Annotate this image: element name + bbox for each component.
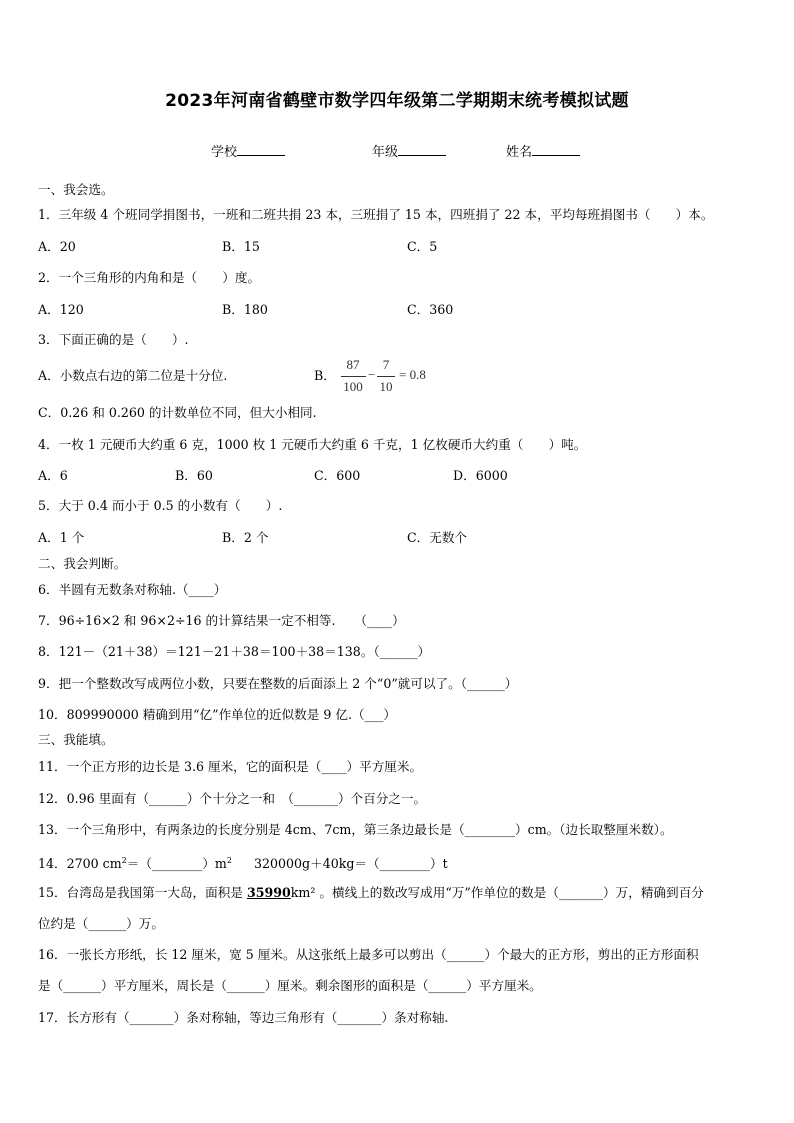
q14-superscript-2: 2 xyxy=(226,856,232,865)
q5-option-c: C．无数个 xyxy=(407,530,468,545)
question-2: 2．一个三角形的内角和是（ ）度。 xyxy=(38,270,261,285)
q14-part2: ＝（________）m xyxy=(126,856,227,872)
q15-text-a: 15．台湾岛是我国第一大岛，面积是 xyxy=(38,885,247,900)
q4-option-d: D．6000 xyxy=(453,468,508,483)
name-blank[interactable] xyxy=(532,143,580,156)
q4-option-a: A．6 xyxy=(38,468,68,483)
question-4: 4．一枚 1 元硬币大约重 6 克，1000 枚 1 元硬币大约重 6 千克，1 亿枚硬币大约重（ ）吨。 xyxy=(38,437,587,452)
fraction-numerator: 87 xyxy=(346,357,360,372)
question-13: 13．一个三角形中，有两条边的长度分别是 4cm、7cm，第三条边最长是（________）cm。（边长取整厘米数）。 xyxy=(38,822,673,837)
section-heading: 三、我能填。 xyxy=(38,732,114,747)
question-14 xyxy=(38,852,448,873)
question-16: 16．一张长方形纸，长 12 厘米，宽 5 厘米。从这张纸上最多可以剪出（______）个最大的正方形，剪出的正方形面积 xyxy=(38,947,699,962)
q1-option-a: A．20 xyxy=(38,239,76,254)
question-3: 3．下面正确的是（ ）. xyxy=(38,332,189,347)
section-heading: 一、我会选。 xyxy=(38,182,114,197)
question-7: 7．96÷16×2 和 96×2÷16 的计算结果一定不相等. （____） xyxy=(38,613,405,628)
question-8: 8．121－（21＋38）＝121－21＋38＝100＋38＝138。（______） xyxy=(38,644,431,659)
question-16-cont: 是（______）平方厘米，周长是（______）厘米。剩余图形的面积是（______）平方厘米。 xyxy=(38,978,542,993)
question-5: 5．大于 0.4 而小于 0.5 的小数有（ ）. xyxy=(38,498,283,513)
question-11: 11．一个正方形的边长是 3.6 厘米，它的面积是（____）平方厘米。 xyxy=(38,759,423,774)
q4-option-b: B．60 xyxy=(175,468,213,483)
fraction-bar xyxy=(341,376,366,377)
name-label: 姓名 xyxy=(506,145,533,160)
grade-field xyxy=(372,141,446,160)
fraction-denominator: 100 xyxy=(343,379,363,394)
name-field xyxy=(506,141,580,160)
q2-option-b: B．180 xyxy=(222,302,268,317)
grade-blank[interactable] xyxy=(398,143,446,156)
q14-superscript: 2 xyxy=(121,856,127,865)
q14-part3: 320000g＋40kg＝（________）t xyxy=(253,856,448,872)
equals-value: = 0.8 xyxy=(399,367,426,382)
q14-part1: 14．2700 cm xyxy=(38,856,122,872)
question-17: 17．长方形有（_______）条对称轴，等边三角形有（_______）条对称轴. xyxy=(38,1010,449,1025)
fraction-numerator: 7 xyxy=(382,357,390,372)
question-10: 10．809990000 精确到用“亿”作单位的近似数是 9 亿.（___） xyxy=(38,707,397,722)
q1-option-b: B．15 xyxy=(222,239,260,254)
q3-option-b-label: B． xyxy=(314,368,336,383)
q1-option-c: C．5 xyxy=(407,239,438,254)
q4-option-c: C．600 xyxy=(314,468,361,483)
page-title: 2023年河南省鹤壁市数学四年级第二学期期末统考模拟试题 xyxy=(165,91,629,111)
q3-option-c: C．0.26 和 0.260 的计数单位不同，但大小相同. xyxy=(38,405,317,420)
q3-equals-value xyxy=(399,367,426,383)
question-15 xyxy=(38,884,704,902)
q15-underlined-number: 35990 xyxy=(246,885,291,900)
fraction-bar xyxy=(377,376,395,377)
school-field xyxy=(211,141,285,160)
q5-option-a: A．1 个 xyxy=(38,530,85,545)
grade-label: 年级 xyxy=(372,145,399,160)
school-blank[interactable] xyxy=(237,143,285,156)
q3-option-a: A．小数点右边的第二位是十分位. xyxy=(38,368,228,383)
question-12: 12．0.96 里面有（______）个十分之一和 （_______）个百分之一。 xyxy=(38,791,427,806)
question-1: 1．三年级 4 个班同学捐图书，一班和二班共捐 23 本，三班捐了 15 本，四班捐了 22 本，平均每班捐图书（ ）本。 xyxy=(38,207,714,222)
question-9: 9．把一个整数改写成两位小数，只要在整数的后面添上 2 个“0”就可以了。（______） xyxy=(38,676,518,691)
q15-text-b: km² 。横线上的数改写成用“万”作单位的数是（_______）万，精确到百分 xyxy=(290,885,704,900)
question-15-cont: 位约是（______）万。 xyxy=(38,916,164,931)
minus-sign: − xyxy=(368,367,376,382)
school-label: 学校 xyxy=(211,145,238,160)
section-heading: 二、我会判断。 xyxy=(38,556,127,571)
q2-option-c: C．360 xyxy=(407,302,454,317)
fraction-denominator: 10 xyxy=(379,379,393,394)
q2-option-a: A．120 xyxy=(38,302,84,317)
question-6: 6．半圆有无数条对称轴.（____） xyxy=(38,582,227,597)
q5-option-b: B．2 个 xyxy=(222,530,269,545)
